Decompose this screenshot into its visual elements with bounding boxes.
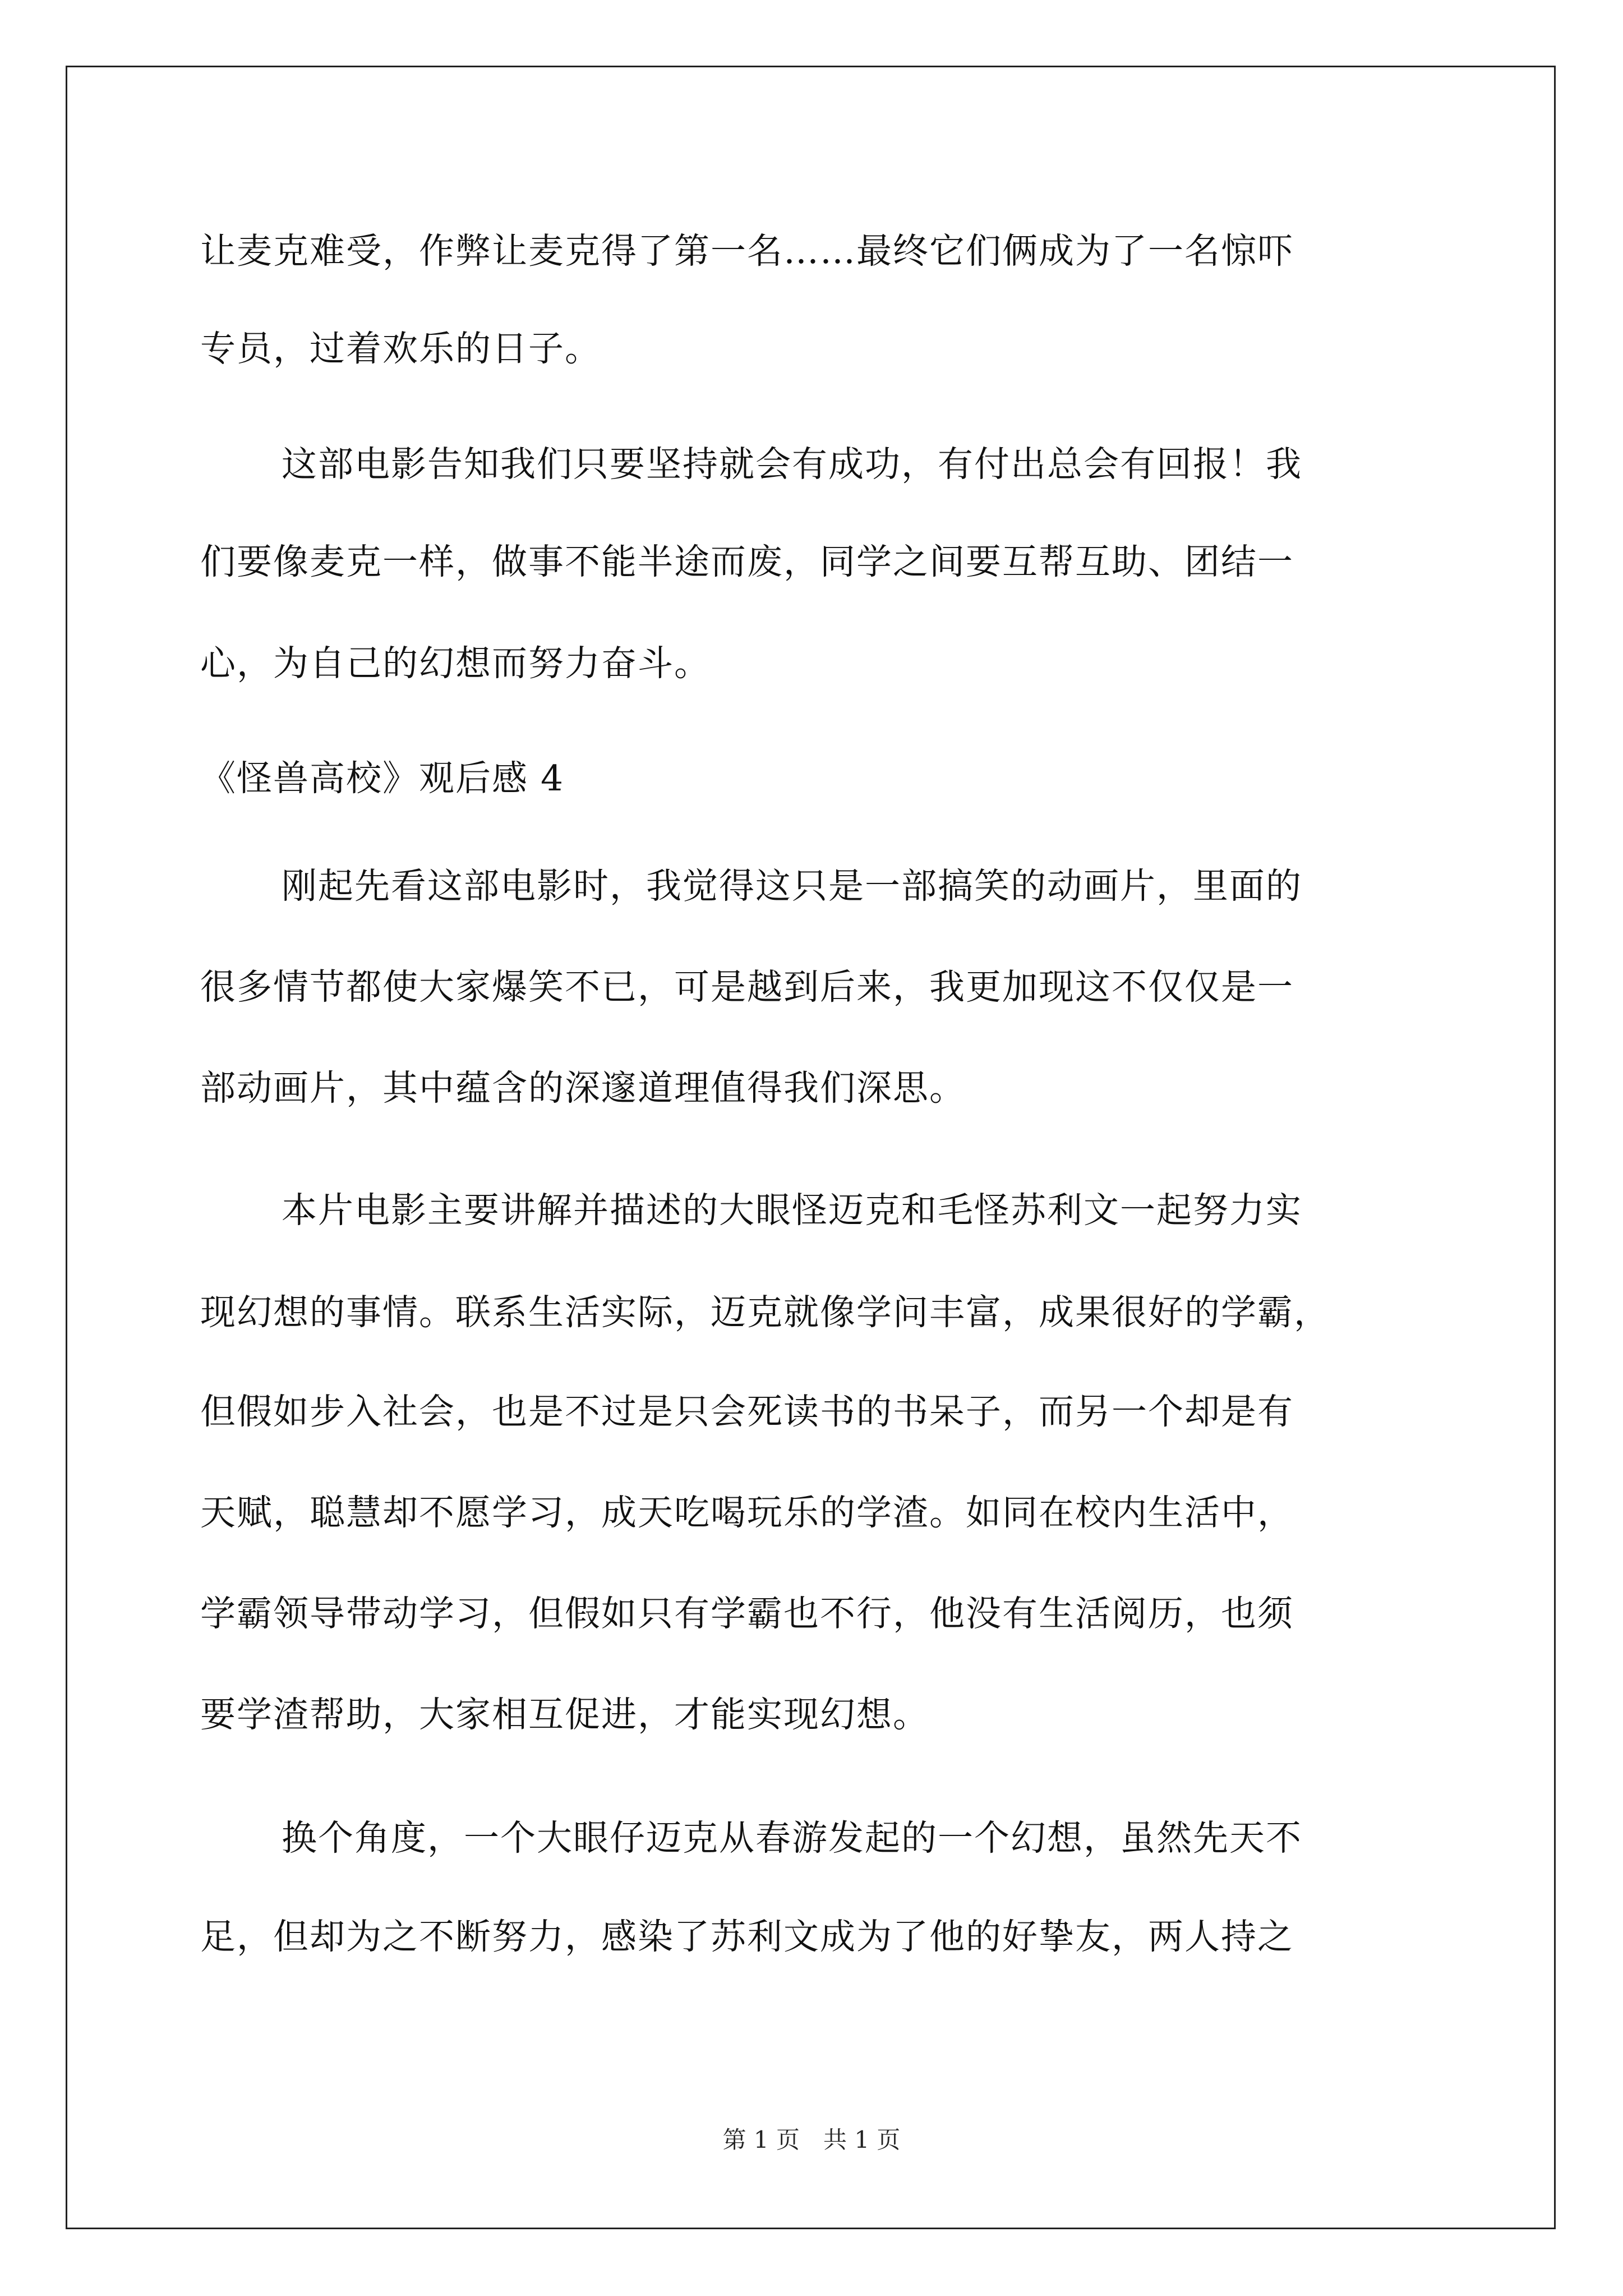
paragraph-line: 现幻想的事情。联系生活实际，迈克就像学问丰富，成果很好的学霸，	[200, 1292, 1330, 1333]
paragraph-line: 要学渣帮助，大家相互促进，才能实现幻想。	[200, 1694, 929, 1735]
paragraph-line: 心，为自己的幻想而努力奋斗。	[200, 643, 711, 684]
paragraph-line: 专员，过着欢乐的日子。	[200, 328, 601, 369]
paragraph-line: 本片电影主要讲解并描述的大眼怪迈克和毛怪苏利文一起努力实	[282, 1190, 1302, 1231]
page-footer: 第 1 页 共 1 页	[722, 2126, 901, 2154]
page-border	[66, 66, 1556, 2229]
paragraph-line: 们要像麦克一样，做事不能半途而废，同学之间要互帮互助、团结一	[200, 541, 1294, 582]
paragraph-line: 这部电影告知我们只要坚持就会有成功，有付出总会有回报！我	[282, 444, 1302, 485]
paragraph-line: 刚起先看这部电影时，我觉得这只是一部搞笑的动画片，里面的	[282, 866, 1302, 907]
section-heading: 《怪兽高校》观后感 4	[200, 758, 565, 799]
paragraph-line: 部动画片，其中蕴含的深邃道理值得我们深思。	[200, 1068, 966, 1108]
paragraph-line: 让麦克难受，作弊让麦克得了第一名……最终它们俩成为了一名惊吓	[200, 231, 1294, 272]
paragraph-line: 学霸领导带动学习，但假如只有学霸也不行，他没有生活阅历，也须	[200, 1593, 1294, 1634]
paragraph-line: 但假如步入社会，也是不过是只会死读书的书呆子，而另一个却是有	[200, 1391, 1294, 1432]
paragraph-line: 换个角度，一个大眼仔迈克从春游发起的一个幻想，虽然先天不	[282, 1818, 1302, 1858]
paragraph-line: 足，但却为之不断努力，感染了苏利文成为了他的好挚友，两人持之	[200, 1916, 1294, 1957]
paragraph-line: 天赋，聪慧却不愿学习，成天吃喝玩乐的学渣。如同在校内生活中，	[200, 1492, 1294, 1533]
paragraph-line: 很多情节都使大家爆笑不已，可是越到后来，我更加现这不仅仅是一	[200, 967, 1294, 1007]
